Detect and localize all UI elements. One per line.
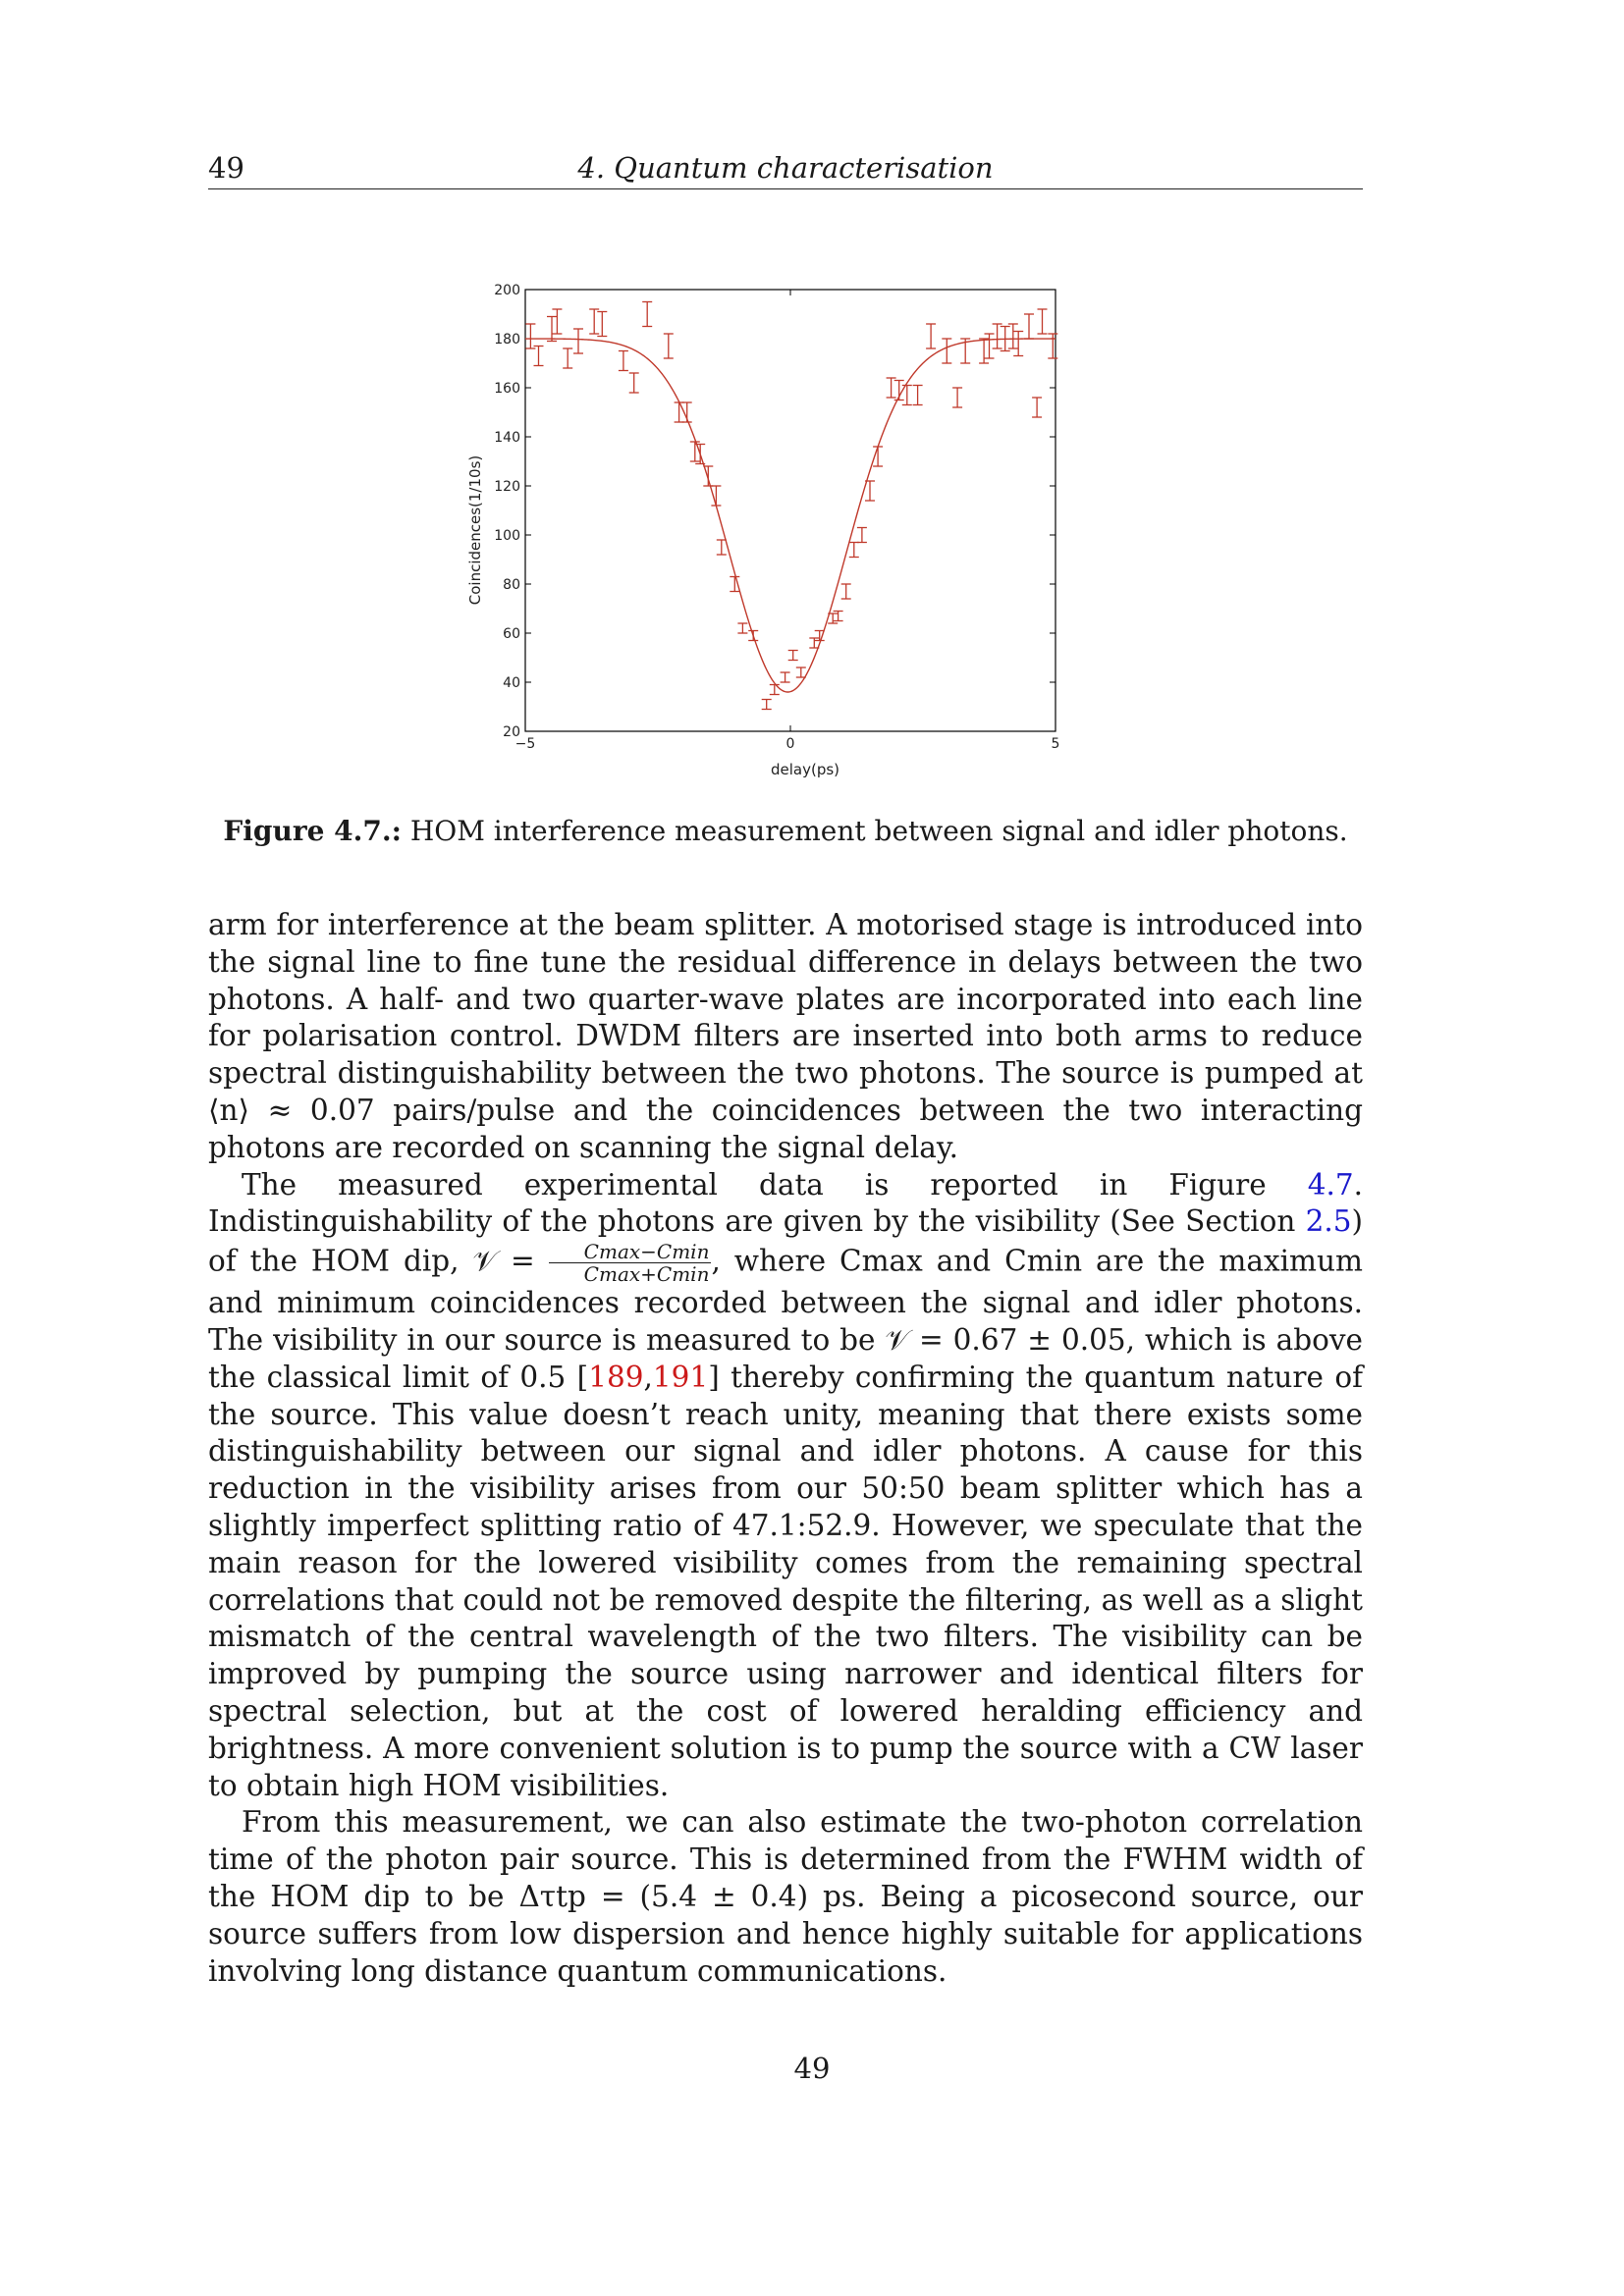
running-header	[208, 147, 1363, 189]
y-tick-label: 140	[494, 430, 520, 446]
data-point-errorbar	[993, 324, 1002, 348]
x-tick-label: −5	[514, 736, 536, 752]
y-tick-label: 20	[503, 724, 520, 740]
fraction-denominator: Cmax+Cmin	[583, 1262, 710, 1287]
y-tick-label: 180	[494, 332, 520, 347]
data-point-errorbar	[642, 302, 652, 327]
data-point-errorbar	[552, 309, 562, 334]
body-text	[208, 907, 1363, 1990]
fit-curve	[525, 339, 1056, 692]
plot-axes-box	[525, 290, 1056, 731]
figure-ref-link[interactable]: 4.7	[1307, 1167, 1354, 1201]
data-point-errorbar	[796, 667, 806, 677]
paragraph-1: arm for interference at the beam splitter. A motorised stage is introduced into the signal line to fine tune the residual difference in delays between the two photons. A half- and two quarter-wave plates are incorporated into each line for polarisation control. DWDM filters are inserted into both arms to reduce spectral distinguishability between the two photons. The source is pumped at ⟨n⟩ ≈ 0.07 pairs/pulse and the coincidences between the two interacting photons are recorded on scanning the signal delay.	[208, 908, 1363, 1164]
data-point-errorbar	[857, 528, 867, 543]
p2-text-b: . Indistinguishability of the photons are given by the visibility (See Section	[208, 1167, 1363, 1239]
data-point-errorbar	[788, 651, 798, 661]
figure-caption	[208, 815, 1363, 847]
data-point-errorbar	[985, 334, 995, 358]
data-point-errorbar	[748, 631, 758, 641]
data-point-errorbar	[979, 339, 989, 363]
data-point-errorbar	[1048, 334, 1057, 358]
data-point-errorbar	[913, 386, 923, 405]
citation-link-191[interactable]: 191	[652, 1360, 709, 1394]
paragraph-2	[208, 1167, 1363, 1805]
data-point-errorbar	[664, 334, 674, 358]
hom-dip-chart	[452, 265, 1090, 785]
data-point-errorbar	[926, 324, 936, 348]
y-tick-label: 60	[503, 626, 520, 642]
y-tick-label: 120	[494, 479, 520, 495]
data-point-errorbar	[1038, 309, 1048, 334]
p2-text-a: The measured experimental data is reported in Figure	[242, 1167, 1308, 1201]
data-point-errorbar	[841, 584, 851, 599]
section-ref-link[interactable]: 2.5	[1305, 1204, 1352, 1239]
citation-separator: ,	[643, 1360, 653, 1394]
data-point-errorbar	[717, 540, 727, 555]
visibility-fraction	[549, 1241, 712, 1285]
caption-text: HOM interference measurement between signal and idler photons.	[409, 815, 1348, 847]
y-tick-label: 80	[503, 577, 520, 593]
fraction-numerator: Cmax−Cmin	[549, 1241, 712, 1263]
data-point-errorbar	[809, 638, 819, 648]
data-point-errorbar	[563, 348, 572, 368]
citation-link-189[interactable]: 189	[588, 1360, 644, 1394]
x-tick-label: 5	[1051, 736, 1060, 752]
data-point-errorbar	[619, 351, 628, 371]
x-axis-label: delay(ps)	[770, 761, 840, 778]
data-point-errorbar	[781, 672, 790, 682]
paragraph-3: From this measurement, we can also estimate the two-photon correlation time of the photon pair source. This is determined from the FWHM width of the HOM dip to be Δτtp = (5.4 ± 0.4) ps. Being a picosecond source, our source suffers from low dispersion and hence highly suitable for applications involving long distance quantum communications.	[208, 1805, 1363, 1988]
data-point-errorbar	[1008, 324, 1018, 348]
data-point-errorbar	[849, 543, 859, 558]
data-point-errorbar	[675, 402, 684, 422]
p2-text-c: ) of the HOM dip, 𝒱 =	[208, 1204, 1363, 1278]
data-point-errorbar	[952, 388, 962, 407]
p2-text-d: , where Cmax and Cmin are the maximum and minimum coincidences recorded between the signal and idler photons. The visibility in our source is measured to be 𝒱 = 0.67 ± 0.05, which is above the classical limit of 0.5 [	[208, 1244, 1363, 1394]
data-point-errorbar	[834, 612, 843, 621]
y-tick-label: 40	[503, 675, 520, 691]
footer-page-number: 49	[793, 2052, 831, 2085]
data-point-errorbar	[762, 700, 772, 710]
y-tick-label: 200	[494, 283, 520, 298]
data-point-errorbar	[1024, 314, 1034, 339]
data-point-errorbar	[629, 373, 639, 393]
header-page-number: 49	[208, 151, 244, 185]
y-axis-label: Coincidences(1/10s)	[466, 454, 484, 606]
p2-text-e: ] thereby confirming the quantum nature of the source. This value doesn’t reach unity, meaning that there exists some distinguishability between our signal and idler photons. A cause for this reduction in the visibility arises from our 50:50 beam splitter which has a slightly imperfect splitting ratio of 47.1:52.9. However, we speculate that the main reason for the lowered visibility comes from the remaining spectral correlations that could not be removed despite the filtering, as well as a slight mismatch of the central wavelength of the two filters. The visibility can be improved by pumping the source using narrower and identical filters for spectral selection, but at the cost of lowered heralding efficiency and brightness. A more convenient solution is to pump the source with a CW laser to obtain high HOM visibilities.	[208, 1360, 1364, 1802]
header-chapter-title: 4. Quantum characterisation	[577, 151, 994, 185]
data-point-errorbar	[547, 317, 557, 342]
data-point-errorbar	[589, 309, 599, 334]
data-point-errorbar	[525, 324, 535, 348]
y-tick-label: 160	[494, 381, 520, 397]
data-points-group	[525, 302, 1057, 710]
plot-frame	[525, 290, 1056, 731]
data-point-errorbar	[1032, 398, 1042, 417]
data-point-errorbar	[737, 623, 747, 633]
data-point-errorbar	[942, 339, 951, 363]
x-tick-label: 0	[785, 736, 795, 752]
data-point-errorbar	[1013, 332, 1023, 356]
fit-curve-group	[525, 339, 1056, 692]
y-tick-label: 100	[494, 528, 520, 544]
data-point-errorbar	[597, 312, 607, 337]
caption-label: Figure 4.7.:	[223, 815, 402, 847]
data-point-errorbar	[573, 329, 583, 353]
